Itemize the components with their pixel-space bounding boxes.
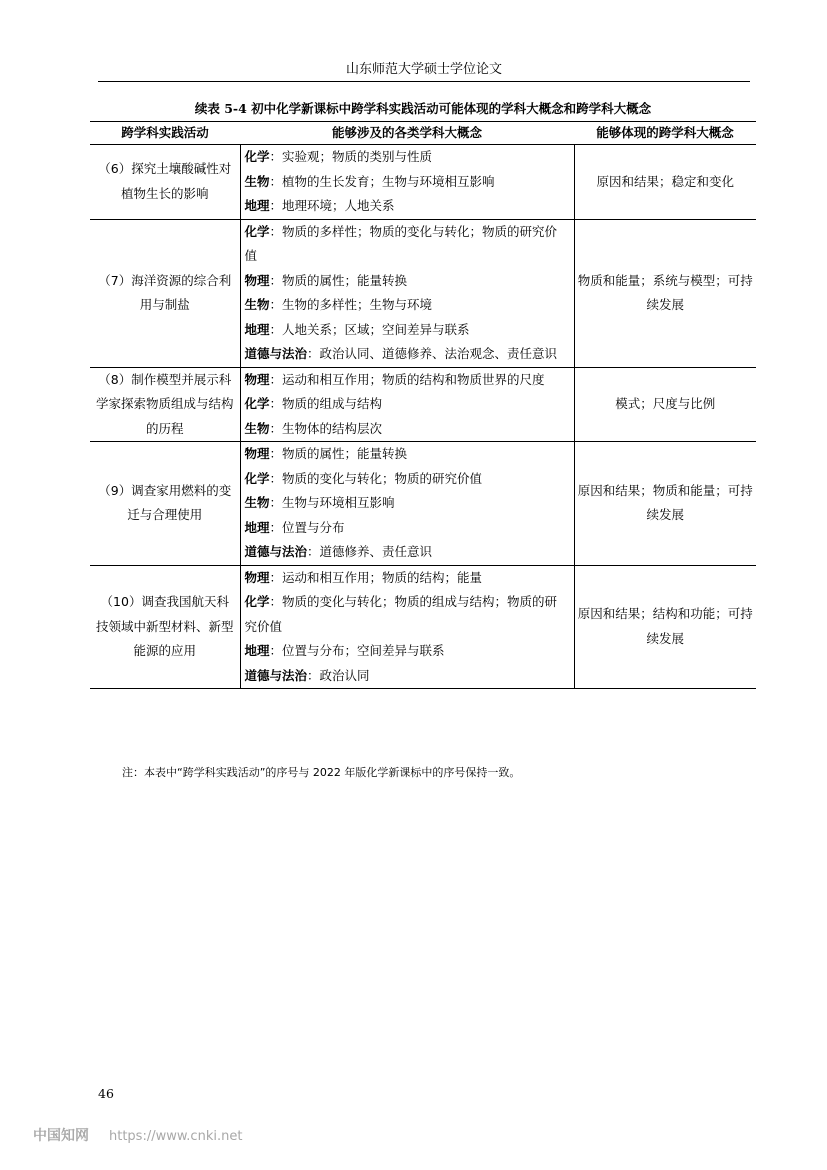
concept-text: ：物质的组成与结构 xyxy=(269,396,383,411)
concept-text: ：运动和相互作用；物质的结构；能量 xyxy=(269,569,483,585)
concept-entry xyxy=(245,318,570,343)
cross-concept-cell: 物质和能量；系统与模型；可持续发展 xyxy=(577,272,753,312)
concept-entry xyxy=(245,516,570,541)
header-rule xyxy=(98,81,750,82)
concept-entry xyxy=(245,664,570,689)
concept-text: ：物质的变化与转化；物质的研究价值 xyxy=(269,470,483,486)
concept-entry xyxy=(245,467,570,492)
concept-entry xyxy=(245,392,570,417)
subject-label: 地理 xyxy=(244,519,270,535)
concept-entry xyxy=(245,491,570,516)
subject-label: 道德与法治 xyxy=(244,544,308,559)
column-header-cross: 能够体现的跨学科大概念 xyxy=(574,122,756,145)
concepts-cell xyxy=(240,145,574,220)
activity-cell: （9）调查家用燃料的变迁与合理使用 xyxy=(98,482,232,523)
concept-table xyxy=(90,121,756,689)
column-header-activity: 跨学科实践活动 xyxy=(90,122,240,145)
concept-entry xyxy=(245,590,570,639)
watermark-url: https://www.cnki.net xyxy=(109,1129,243,1144)
concept-text: ：植物的生长发育；生物与环境相互影响 xyxy=(269,173,495,189)
concept-text: ：生物与环境相互影响 xyxy=(269,495,395,510)
concept-entry xyxy=(245,368,570,393)
cross-concept-cell: 原因和结果；物质和能量；可持续发展 xyxy=(577,482,753,523)
subject-label: 化学 xyxy=(244,396,270,411)
subject-label: 生物 xyxy=(244,420,270,436)
subject-label: 物理 xyxy=(244,371,270,387)
concept-text: ：道德修养、责任意识 xyxy=(307,544,433,559)
concept-text: ：位置与分布；空间差异与联系 xyxy=(269,643,445,658)
subject-label: 物理 xyxy=(244,272,270,288)
concept-text: ：运动和相互作用；物质的结构和物质世界的尺度 xyxy=(269,371,545,387)
concept-entry xyxy=(245,417,570,442)
activity-cell: （10）调查我国航天科技领域中新型材料、新型能源的应用 xyxy=(96,594,234,658)
page-number: 46 xyxy=(98,1086,114,1101)
column-header-concepts: 能够涉及的各类学科大概念 xyxy=(240,122,574,145)
concept-entry xyxy=(245,566,570,591)
concept-entry xyxy=(245,170,570,195)
cnki-watermark xyxy=(33,1127,242,1146)
concept-entry xyxy=(245,540,570,565)
concept-text: ：物质的多样性；物质的变化与转化；物质的研究价值 xyxy=(244,223,558,263)
running-header: 山东师范大学硕士学位论文 xyxy=(345,62,502,77)
subject-label: 生物 xyxy=(244,495,270,510)
concept-entry xyxy=(245,269,570,294)
subject-label: 地理 xyxy=(244,198,270,213)
subject-label: 物理 xyxy=(244,569,270,585)
concept-entry xyxy=(245,293,570,318)
subject-label: 道德与法治 xyxy=(244,346,308,361)
concepts-cell xyxy=(240,219,574,367)
concept-entry xyxy=(245,442,570,467)
concept-text: ：物质的属性；能量转换 xyxy=(269,446,408,461)
subject-label: 生物 xyxy=(244,173,270,189)
table-caption: 续表 5-4 初中化学新课标中跨学科实践活动可能体现的学科大概念和跨学科大概念 xyxy=(194,101,652,116)
concept-text: ：物质的属性；能量转换 xyxy=(269,272,408,288)
subject-label: 地理 xyxy=(244,643,270,658)
subject-label: 化学 xyxy=(244,594,270,609)
concept-text: ：政治认同、道德修养、法治观念、责任意识 xyxy=(307,346,558,361)
activity-cell: （7）海洋资源的综合利用与制盐 xyxy=(98,272,232,312)
concept-text: ：实验观；物质的类别与性质 xyxy=(269,149,433,164)
concept-text: ：生物体的结构层次 xyxy=(269,420,383,436)
activity-cell: （6）探究土壤酸碱性对植物生长的影响 xyxy=(98,161,232,201)
concept-entry xyxy=(245,342,570,367)
concepts-cell xyxy=(240,565,574,689)
table-row xyxy=(90,219,756,367)
activity-cell: （8）制作模型并展示科学家探索物质组成与结构的历程 xyxy=(96,371,234,436)
subject-label: 物理 xyxy=(244,446,270,461)
concepts-cell xyxy=(240,442,574,566)
concept-text: ：政治认同 xyxy=(307,667,370,683)
cross-concept-cell: 模式；尺度与比例 xyxy=(615,396,716,411)
concept-text: ：位置与分布 xyxy=(269,519,345,535)
table-row xyxy=(90,442,756,566)
table-row xyxy=(90,367,756,442)
concept-entry xyxy=(245,194,570,219)
concept-text: ：生物的多样性；生物与环境 xyxy=(269,297,433,312)
concepts-cell xyxy=(240,367,574,442)
subject-label: 道德与法治 xyxy=(244,667,308,683)
table-footnote: 注：本表中“跨学科实践活动”的序号与 2022 年版化学新课标中的序号保持一致。 xyxy=(122,766,521,779)
subject-label: 地理 xyxy=(244,321,270,337)
concept-entry xyxy=(245,220,570,269)
subject-label: 化学 xyxy=(244,149,270,164)
watermark-brand: 中国知网 xyxy=(33,1128,89,1144)
concept-text: ：地理环境；人地关系 xyxy=(269,198,395,213)
concept-text: ：人地关系；区域；空间差异与联系 xyxy=(269,321,470,337)
subject-label: 生物 xyxy=(244,297,270,312)
concept-text: ：物质的变化与转化；物质的组成与结构；物质的研究价值 xyxy=(244,594,558,634)
concept-entry xyxy=(245,639,570,664)
concept-entry xyxy=(245,145,570,170)
table-header-row xyxy=(90,122,756,145)
cross-concept-cell: 原因和结果；结构和功能；可持续发展 xyxy=(577,606,753,646)
table-row xyxy=(90,565,756,689)
table-row xyxy=(90,145,756,220)
cross-concept-cell: 原因和结果；稳定和变化 xyxy=(596,173,734,189)
subject-label: 化学 xyxy=(244,470,270,486)
subject-label: 化学 xyxy=(244,223,270,239)
